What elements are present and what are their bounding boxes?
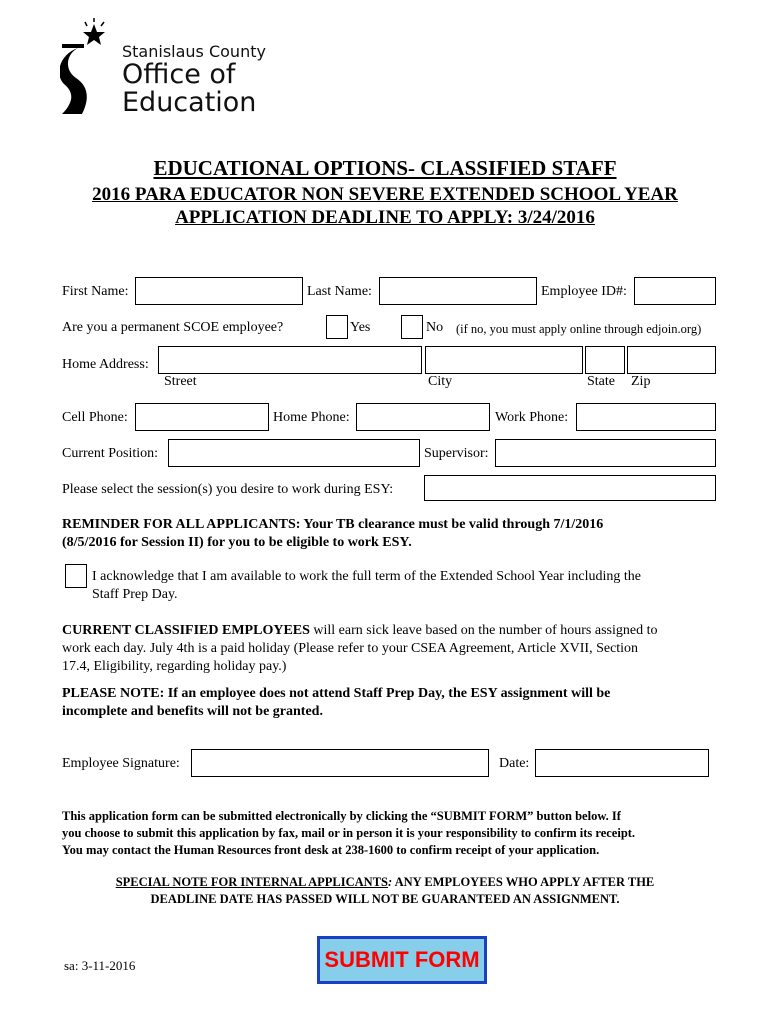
city-caption: City [428,374,453,389]
city-input[interactable] [425,346,583,374]
current-employees-text: will earn sick leave based on the number of hours assigned to [309,623,658,638]
sessions-input[interactable] [424,475,716,501]
employee-id-input[interactable] [634,277,716,305]
current-employees-line-1 [62,622,657,640]
subtitle-deadline: APPLICATION DEADLINE TO APPLY: 3/24/2016 [175,207,595,228]
permanent-employee-label: Are you a permanent SCOE employee? [62,320,284,335]
first-name-label: First Name: [62,284,129,299]
special-note-line-1 [0,874,770,891]
logo-line-3: Education [122,87,257,118]
no-note: (if no, you must apply online through edjoin.org) [456,322,702,336]
reminder-line-2: (8/5/2016 for Session II) for you to be eligible to work ESY. [62,535,412,550]
submit-form-label: SUBMIT FORM [324,947,480,972]
revision-date: sa: 3-11-2016 [64,958,136,973]
special-note-line-2: DEADLINE DATE HAS PASSED WILL NOT BE GUARANTEED AN ASSIGNMENT. [150,892,620,906]
logo-line-2: Office of [122,59,236,90]
zip-caption: Zip [631,374,651,389]
last-name-input[interactable] [379,277,537,305]
date-input[interactable] [535,749,709,777]
submit-form-button[interactable] [317,936,487,984]
last-name-label: Last Name: [307,284,372,299]
submit-info-line-1: This application form can be submitted electronically by clicking the “SUBMIT FORM” button below. If [62,809,621,823]
home-address-label: Home Address: [62,357,149,372]
state-input[interactable] [585,346,625,374]
state-caption: State [587,374,615,389]
current-employees-line-2: work each day. July 4th is a paid holiday (Please refer to your CSEA Agreement, Article XVII, Section [62,641,639,656]
logo-mark-icon [60,18,126,118]
special-note-colon: : [388,875,393,889]
current-position-input[interactable] [168,439,420,467]
no-checkbox[interactable] [401,315,423,339]
special-note-text: ANY EMPLOYEES WHO APPLY AFTER THE [392,875,655,889]
current-employees-line-3: 17.4, Eligibility, regarding holiday pay.) [62,659,287,674]
street-caption: Street [164,374,197,389]
cell-phone-label: Cell Phone: [62,410,128,425]
no-label: No [426,320,444,335]
current-position-label: Current Position: [62,446,159,461]
work-phone-label: Work Phone: [495,410,569,425]
acknowledge-line-1: I acknowledge that I am available to work the full term of the Extended School Year including the [92,569,641,584]
logo-line-1: Stanislaus County [122,42,266,61]
logo [60,18,266,118]
street-input[interactable] [158,346,422,374]
acknowledge-checkbox[interactable] [65,564,87,588]
home-phone-label: Home Phone: [273,410,350,425]
subtitle-program: 2016 PARA EDUCATOR NON SEVERE EXTENDED SCHOOL YEAR [92,184,678,205]
signature-label: Employee Signature: [62,756,180,771]
submit-info-line-3: You may contact the Human Resources front desk at 238-1600 to confirm receipt of your application. [62,843,600,857]
current-employees-heading: CURRENT CLASSIFIED EMPLOYEES [62,623,310,638]
date-label: Date: [499,756,530,771]
signature-input[interactable] [191,749,489,777]
supervisor-label: Supervisor: [424,446,489,461]
page-title: EDUCATIONAL OPTIONS- CLASSIFIED STAFF [153,156,617,180]
sessions-label: Please select the session(s) you desire to work during ESY: [62,482,394,497]
acknowledge-line-2: Staff Prep Day. [92,587,178,602]
first-name-input[interactable] [135,277,303,305]
home-phone-input[interactable] [356,403,490,431]
submit-info-line-2: you choose to submit this application by fax, mail or in person it is your responsibility to confirm its receipt. [62,826,636,840]
special-note-heading: SPECIAL NOTE FOR INTERNAL APPLICANTS [115,875,388,889]
reminder-line-1: REMINDER FOR ALL APPLICANTS: Your TB clearance must be valid through 7/1/2016 [62,517,604,532]
cell-phone-input[interactable] [135,403,269,431]
please-note-line-1: PLEASE NOTE: If an employee does not attend Staff Prep Day, the ESY assignment will be [62,686,611,701]
supervisor-input[interactable] [495,439,716,467]
work-phone-input[interactable] [576,403,716,431]
yes-checkbox[interactable] [326,315,348,339]
zip-input[interactable] [627,346,716,374]
yes-label: Yes [350,320,371,335]
employee-id-label: Employee ID#: [541,284,627,299]
please-note-line-2: incomplete and benefits will not be granted. [62,704,323,719]
